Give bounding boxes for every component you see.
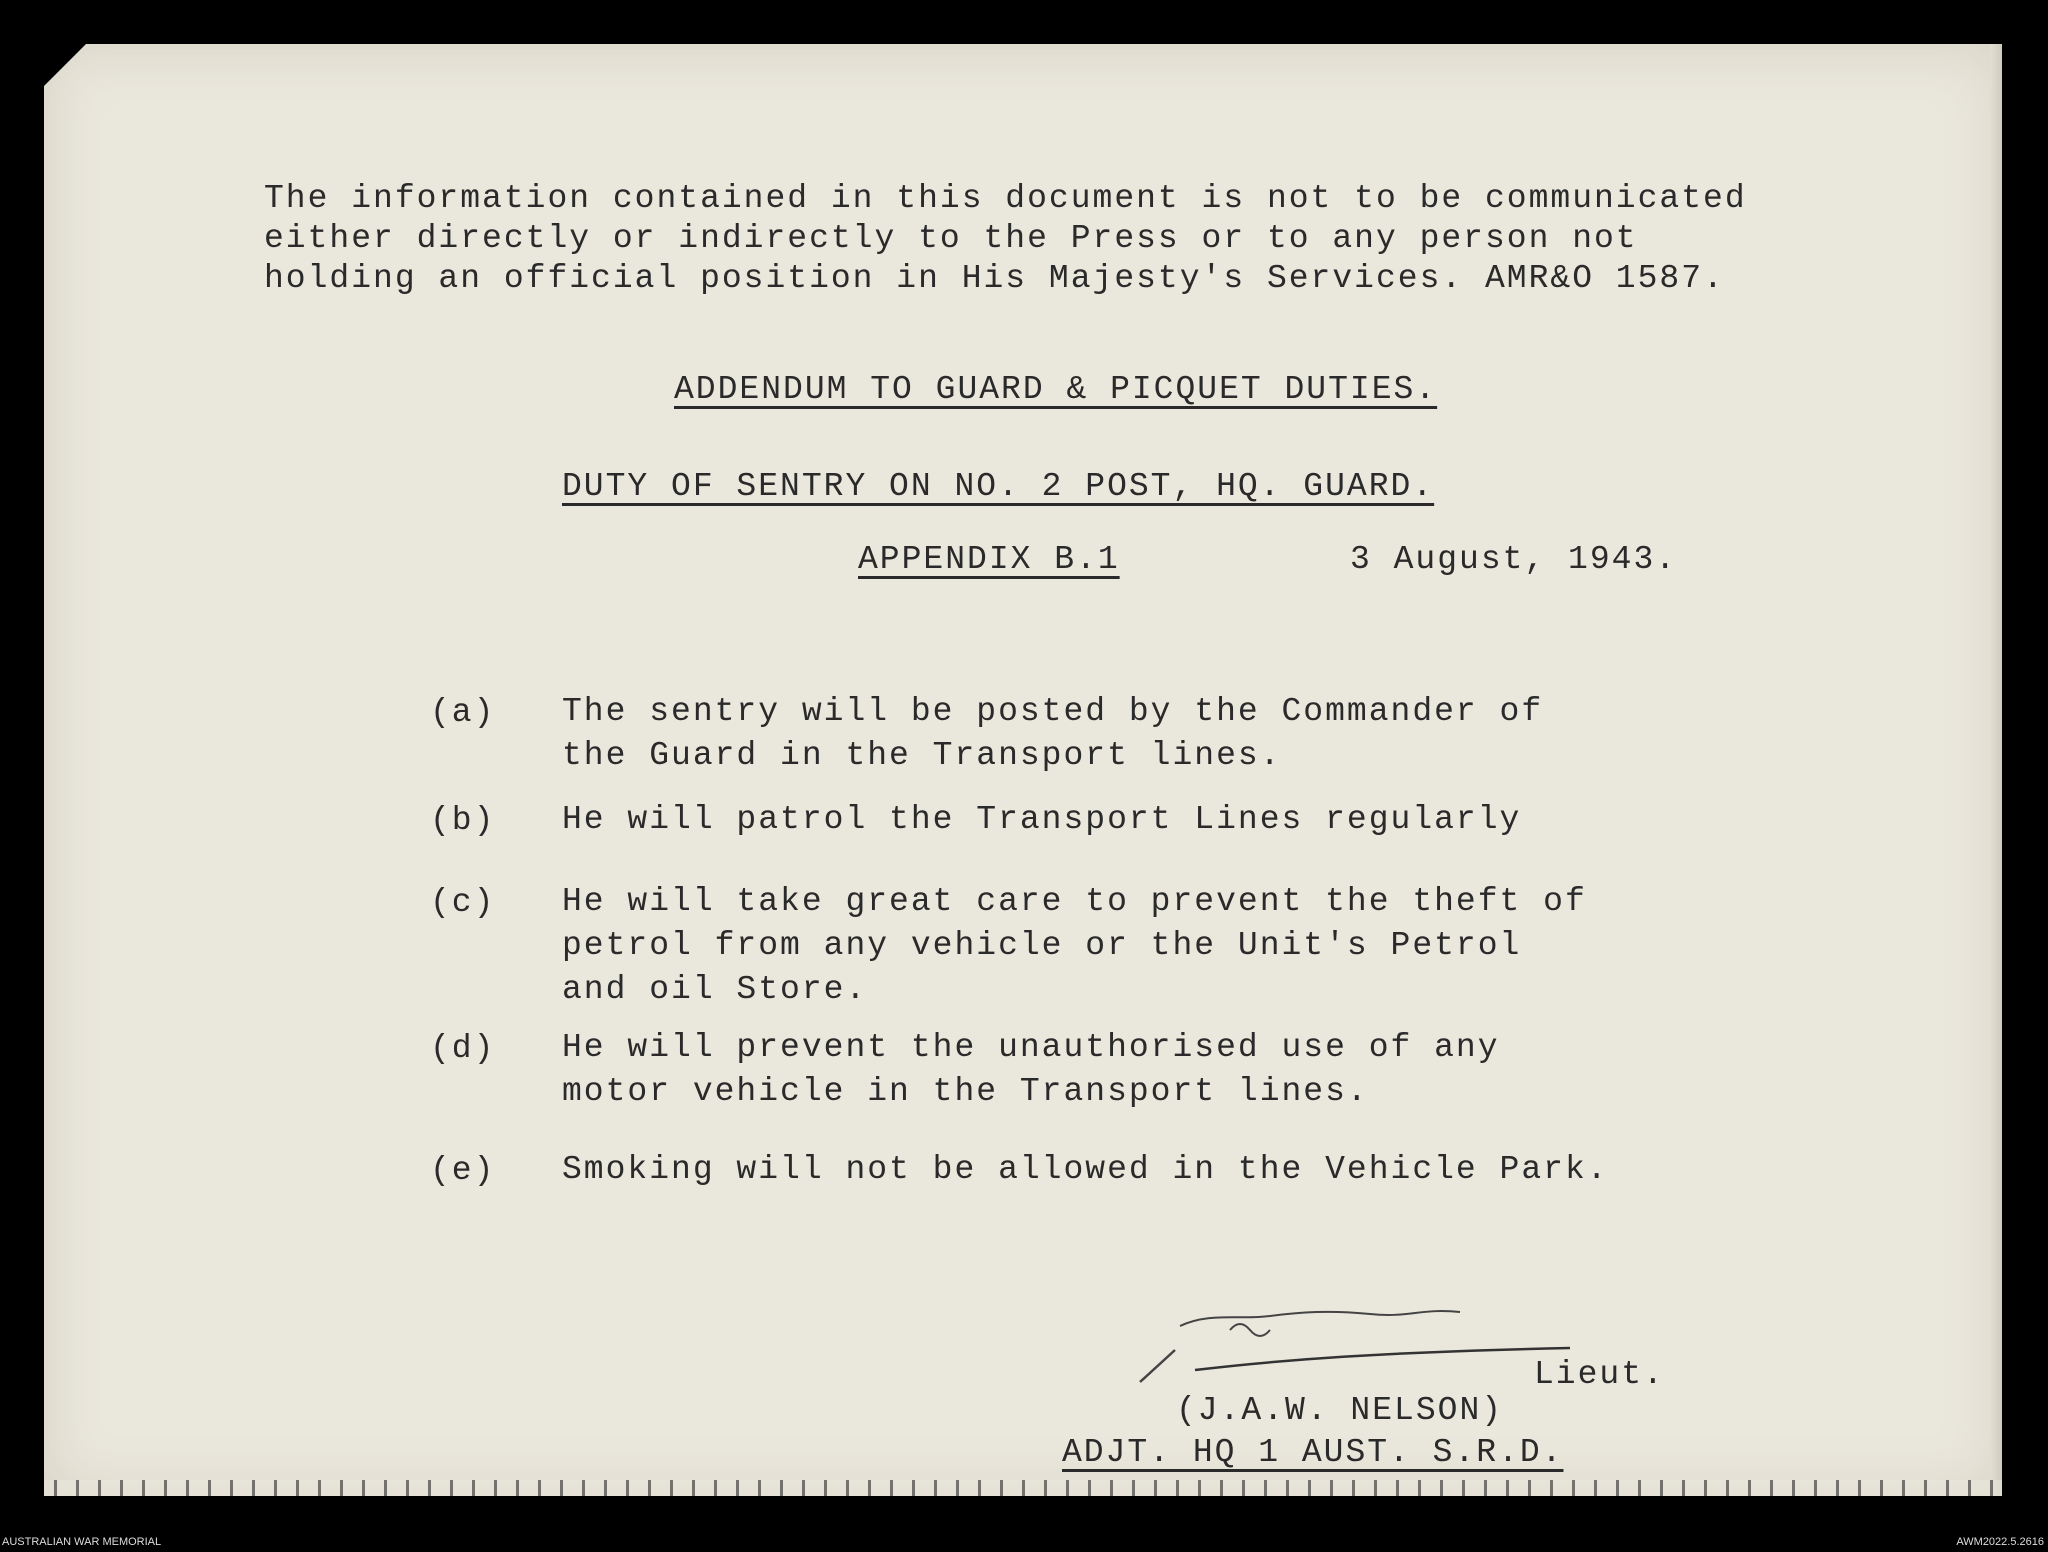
item-c-label: (c) [430, 884, 496, 921]
appendix-reference: APPENDIX B.1 [858, 541, 1120, 578]
footer-reference: AWM2022.5.2616 [1956, 1536, 2044, 1548]
signatory-rank: Lieut. [1534, 1356, 1665, 1393]
item-b-text: He will patrol the Transport Lines regularly [562, 801, 1522, 838]
item-a-label: (a) [430, 694, 496, 731]
notice-line-3: holding an official position in His Majesty's Services. AMR&O 1587. [264, 260, 1725, 297]
item-b-label: (b) [430, 802, 496, 839]
notice-line-1: The information contained in this document is not to be communicated [264, 180, 1747, 217]
signatory-name: (J.A.W. NELSON) [1176, 1392, 1504, 1429]
item-a-text: The sentry will be posted by the Commander of the Guard in the Transport lines. [562, 693, 1544, 774]
torn-bottom-edge [44, 1480, 2002, 1496]
item-d-label: (d) [430, 1030, 496, 1067]
document-subtitle: DUTY OF SENTRY ON NO. 2 POST, HQ. GUARD. [562, 468, 1435, 505]
item-c-text: He will take great care to prevent the theft of petrol from any vehicle or the Unit's Petrol and oil Store. [562, 883, 1587, 1008]
document-title: ADDENDUM TO GUARD & PICQUET DUTIES. [674, 371, 1438, 408]
notice-line-2: either directly or indirectly to the Press or to any person not [264, 220, 1638, 257]
signatory-position: ADJT. HQ 1 AUST. S.R.D. [1062, 1434, 1564, 1471]
item-e-text: Smoking will not be allowed in the Vehicle Park. [562, 1151, 1609, 1188]
footer-institution: AUSTRALIAN WAR MEMORIAL [2, 1536, 162, 1548]
handwritten-signature [1120, 1290, 1580, 1390]
item-d-text: He will prevent the unauthorised use of any motor vehicle in the Transport lines. [562, 1029, 1500, 1110]
item-e-label: (e) [430, 1152, 496, 1189]
paper-edge [1990, 44, 2002, 1496]
folded-corner [44, 44, 86, 86]
document-date: 3 August, 1943. [1350, 541, 1678, 578]
